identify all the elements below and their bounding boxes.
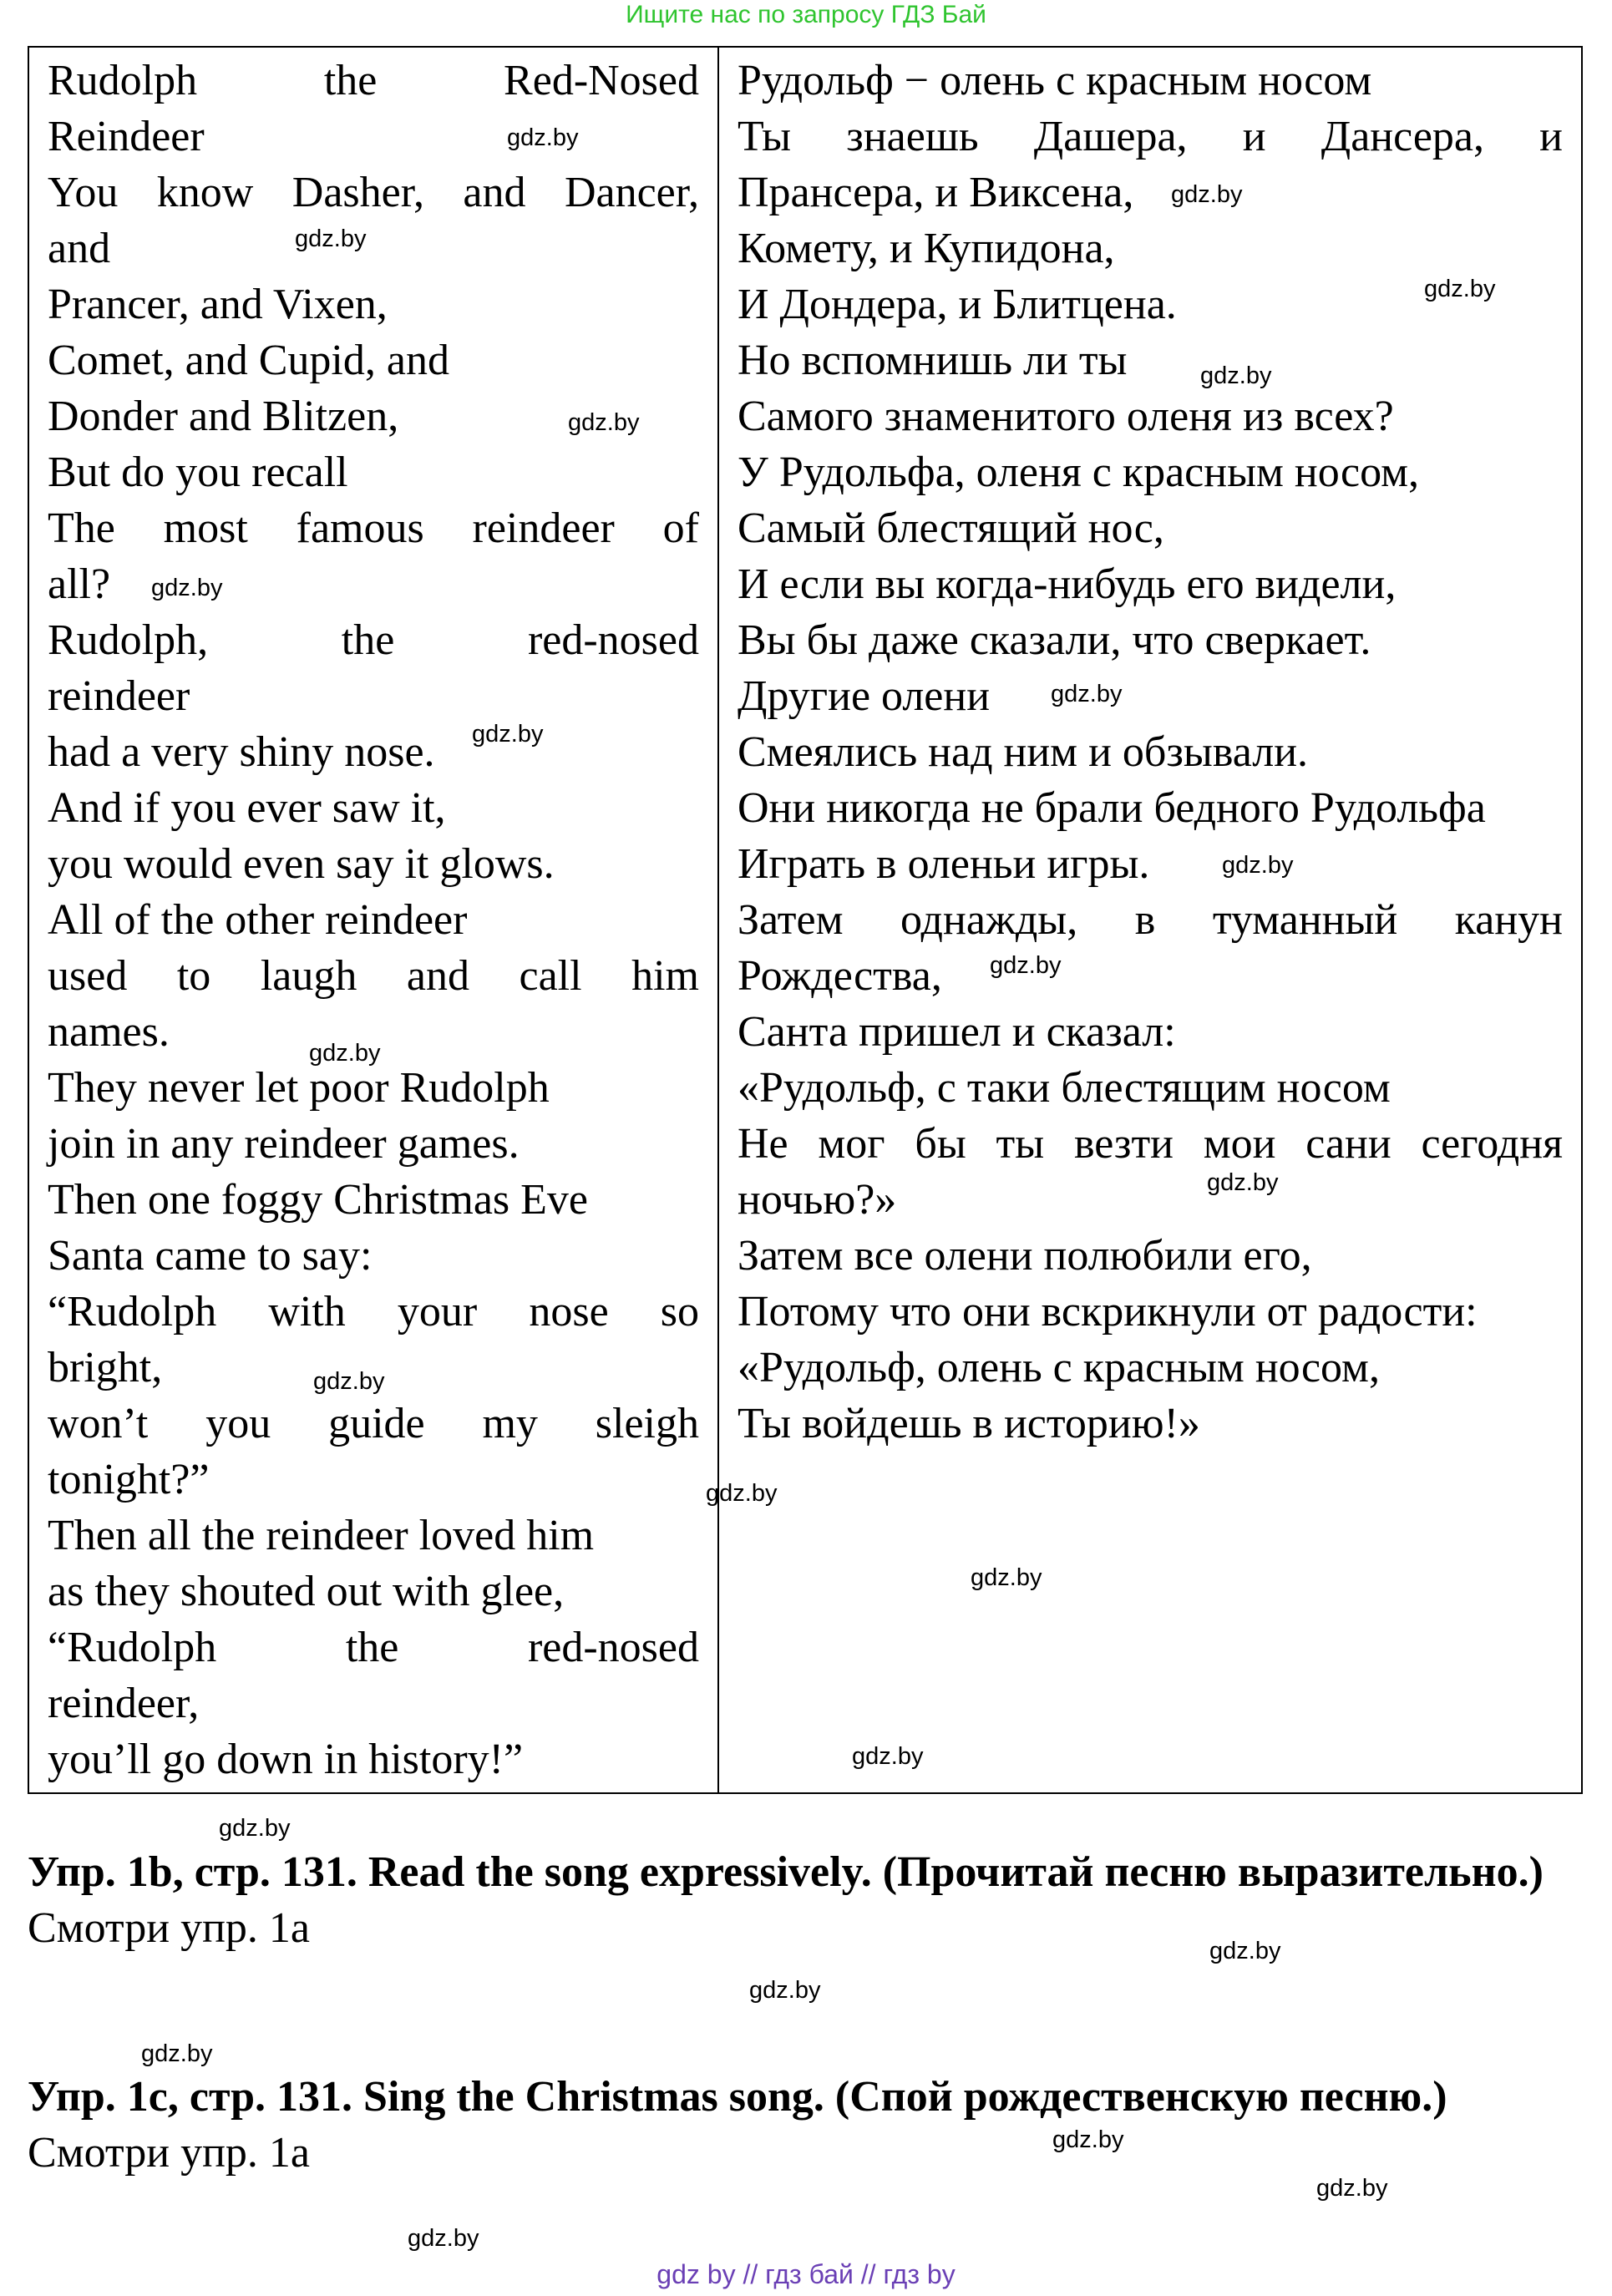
lyric-line: all? (48, 560, 111, 608)
lyric-line: Рождества, (738, 952, 942, 1000)
lyric-line: All of the other reindeer (48, 896, 468, 944)
footer-links: gdz by // гдз бай // гдз by (656, 2259, 956, 2289)
watermark: gdz.by (1316, 2175, 1388, 2202)
lyric-line: you’ll go down in history!” (48, 1736, 524, 1783)
lyric-line: Then one foggy Christmas Eve (48, 1176, 588, 1224)
watermark: gdz.by (408, 2225, 479, 2252)
lyric-line: won’t you guide my sleigh (48, 1400, 699, 1447)
lyric-line: Santa came to say: (48, 1232, 373, 1280)
watermark: gdz.by (1209, 1938, 1281, 1964)
song-table (28, 46, 1583, 1794)
lyric-line: “Rudolph with your nose so (48, 1288, 699, 1336)
lyric-line: Ты войдешь в историю!» (738, 1400, 1200, 1447)
english-lyrics-cell (28, 47, 718, 1793)
exercise-1b (28, 1844, 1583, 1956)
watermark: gdz.by (1222, 852, 1294, 879)
lyric-line: Самый блестящий нос, (738, 504, 1164, 552)
lyric-line: Но вспомнишь ли ты (738, 337, 1128, 384)
lyric-line: ночью?» (738, 1176, 897, 1224)
lyric-line: Rudolph, the red-nosed (48, 616, 699, 664)
lyric-line: У Рудольфа, оленя с красным носом, (738, 449, 1420, 496)
exercise-body: Смотри упр. 1а (28, 2129, 310, 2177)
lyric-line: They never let poor Rudolph (48, 1064, 550, 1112)
lyric-line: Ты знаешь Дашера, и Дансера, и (738, 113, 1563, 160)
watermark: gdz.by (295, 226, 367, 252)
lyric-line: Comet, and Cupid, and (48, 337, 449, 384)
lyric-line: you would even say it glows. (48, 840, 555, 888)
lyric-line: and (48, 225, 111, 272)
lyric-line: Санта пришел и сказал: (738, 1008, 1176, 1056)
watermark: gdz.by (749, 1977, 821, 2004)
lyric-line: used to laugh and call him (48, 952, 699, 1000)
lyric-line: You know Dasher, and Dancer, (48, 169, 699, 216)
lyric-line: Вы бы даже сказали, что сверкает. (738, 616, 1371, 664)
lyric-line: Смеялись над ним и обзывали. (738, 728, 1309, 776)
watermark: gdz.by (1171, 181, 1243, 208)
watermark: gdz.by (219, 1815, 291, 1842)
lyric-line: Играть в оленьи игры. (738, 840, 1150, 888)
lyric-line: Prancer, and Vixen, (48, 281, 388, 328)
watermark: gdz.by (151, 575, 223, 601)
lyric-line: reindeer (48, 672, 190, 720)
lyric-line: Затем все олени полюбили его, (738, 1232, 1312, 1280)
watermark: gdz.by (1052, 2126, 1124, 2153)
watermark: gdz.by (1424, 276, 1496, 302)
watermark: gdz.by (141, 2040, 213, 2067)
watermark: gdz.by (706, 1480, 778, 1507)
watermark: gdz.by (1200, 362, 1272, 389)
exercise-title: Упр. 1c, стр. 131. Sing the Christmas song. (Спой рождественскую песню.) (28, 2073, 1447, 2121)
watermark: gdz.by (990, 952, 1062, 979)
lyric-line: «Рудольф, олень с красным носом, (738, 1344, 1380, 1391)
lyric-line: Reindeer (48, 113, 205, 160)
exercise-title: Упр. 1b, стр. 131. Read the song expressively. (Прочитай песню выразительно.) (28, 1848, 1544, 1896)
watermark: gdz.by (309, 1040, 381, 1067)
lyric-line: had a very shiny nose. (48, 728, 435, 776)
lyric-line: names. (48, 1008, 170, 1056)
watermark: gdz.by (472, 721, 544, 748)
lyric-line: bright, (48, 1344, 163, 1391)
lyric-line: Другие олени (738, 672, 991, 720)
lyric-line: Не мог бы ты везти мои сани сегодня (738, 1120, 1563, 1168)
lyric-line: «Рудольф, с таки блестящим носом (738, 1064, 1391, 1112)
watermark: gdz.by (507, 124, 579, 151)
lyric-line: Потому что они вскрикнули от радости: (738, 1288, 1478, 1336)
lyric-line: Комету, и Купидона, (738, 225, 1115, 272)
russian-lyrics-cell (718, 47, 1582, 1793)
lyric-line: And if you ever saw it, (48, 784, 446, 832)
top-banner: Ищите нас по запросу ГДЗ Бай (626, 1, 986, 28)
watermark: gdz.by (1207, 1169, 1279, 1196)
lyric-line: Прансера, и Виксена, (738, 169, 1134, 216)
lyric-line: Самого знаменитого оленя из всех? (738, 393, 1394, 440)
watermark: gdz.by (313, 1368, 385, 1395)
lyric-line: “Rudolph the red-nosed (48, 1624, 699, 1671)
lyric-line: Рудольф − олень с красным носом (738, 57, 1372, 104)
lyric-line: Then all the reindeer loved him (48, 1512, 595, 1559)
watermark: gdz.by (852, 1743, 924, 1770)
exercise-body: Смотри упр. 1а (28, 1904, 310, 1952)
lyric-line: Donder and Blitzen, (48, 393, 399, 440)
lyric-line: Rudolph the Red-Nosed (48, 57, 699, 104)
song-table-row (28, 47, 1582, 1793)
lyric-line: Затем однажды, в туманный канун (738, 896, 1563, 944)
lyric-line: tonight?” (48, 1456, 210, 1503)
lyric-line: join in any reindeer games. (48, 1120, 520, 1168)
lyric-line: Они никогда не брали бедного Рудольфа (738, 784, 1486, 832)
watermark: gdz.by (971, 1564, 1042, 1591)
lyric-line: reindeer, (48, 1680, 200, 1727)
lyric-line: But do you recall (48, 449, 348, 496)
watermark: gdz.by (1051, 681, 1123, 707)
lyric-line: И Дондера, и Блитцена. (738, 281, 1177, 328)
lyric-line: И если вы когда-нибудь его видели, (738, 560, 1397, 608)
lyric-line: The most famous reindeer of (48, 504, 699, 552)
watermark: gdz.by (568, 409, 640, 436)
exercise-1c (28, 2069, 1583, 2181)
lyric-line: as they shouted out with glee, (48, 1568, 565, 1615)
